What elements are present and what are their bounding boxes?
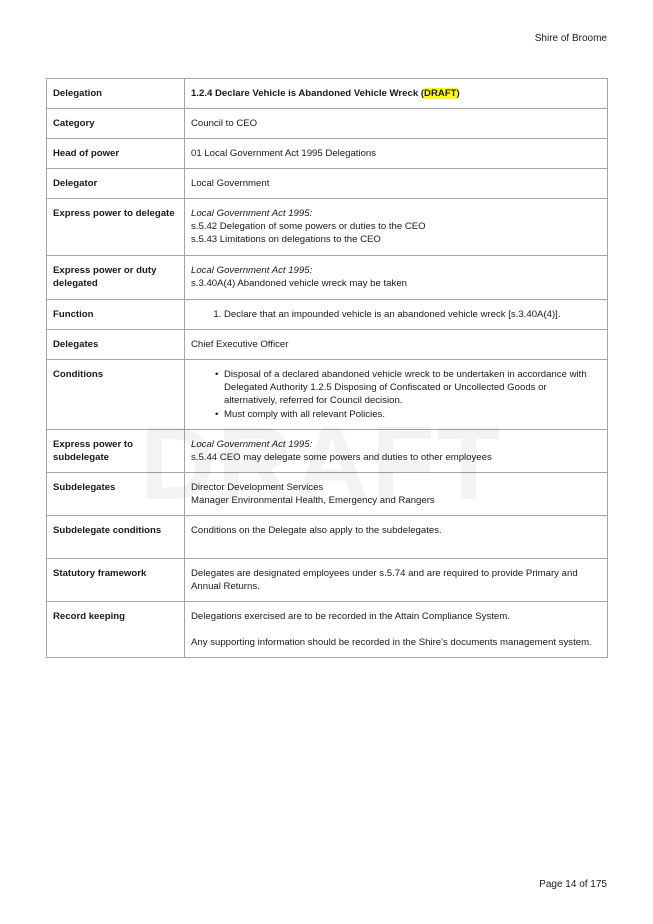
value-statutory-framework: Delegates are designated employees under s.5.74 and are required to provide Primary and Annual Returns. bbox=[191, 568, 578, 593]
section-line: s.5.44 CEO may delegate some powers and duties to other employees bbox=[191, 452, 492, 464]
label-function: Function bbox=[53, 308, 94, 320]
function-item: 1. Declare that an impounded vehicle is an abandoned vehicle wreck [s.3.40A(4)]. bbox=[224, 308, 601, 321]
delegation-title: 1.2.4 Declare Vehicle is Abandoned Vehicle Wreck (DRAFT) bbox=[191, 87, 460, 99]
label-conditions: Conditions bbox=[53, 369, 104, 380]
subdelegate-name: Director Development Services bbox=[191, 482, 324, 493]
row-conditions bbox=[47, 360, 608, 430]
label-express-power-to-delegate: Express power to delegate bbox=[53, 208, 175, 219]
value-subdelegate-conditions: Conditions on the Delegate also apply to the subdelegates. bbox=[191, 525, 442, 536]
row-record-keeping bbox=[47, 602, 608, 658]
value-category: Council to CEO bbox=[191, 117, 258, 129]
page-number: Page 14 of 175 bbox=[539, 879, 607, 890]
draft-highlight: DRAFT bbox=[424, 87, 457, 99]
label-subdelegates: Subdelegates bbox=[53, 482, 116, 493]
condition-item: • Disposal of a declared abandoned vehicle wreck to be undertaken in accordance with Delegated Authority 1.2.5 Disposing of Confiscated or Uncollected Goods or alternatively, referred for Council decision. bbox=[224, 368, 601, 408]
row-express-power-subdelegate bbox=[47, 430, 608, 473]
label-statutory-framework: Statutory framework bbox=[53, 568, 147, 579]
label-delegator: Delegator bbox=[53, 177, 98, 189]
label-express-power-subdelegate: Express power to subdelegate bbox=[53, 439, 133, 464]
label-head-of-power: Head of power bbox=[53, 147, 120, 159]
act-name: Local Government Act 1995: bbox=[191, 439, 313, 450]
row-function bbox=[47, 300, 608, 330]
row-statutory-framework bbox=[47, 559, 608, 602]
delegation-table bbox=[46, 78, 608, 658]
section-line: s.3.40A(4) Abandoned vehicle wreck may be taken bbox=[191, 278, 407, 290]
label-delegates: Delegates bbox=[53, 338, 99, 350]
row-subdelegate-conditions bbox=[47, 516, 608, 559]
section-line: s.5.43 Limitations on delegations to the CEO bbox=[191, 234, 381, 246]
subdelegate-name: Manager Environmental Health, Emergency and Rangers bbox=[191, 495, 435, 507]
value-head-of-power: 01 Local Government Act 1995 Delegations bbox=[191, 147, 377, 159]
label-delegation: Delegation bbox=[53, 87, 103, 99]
value-delegates: Chief Executive Officer bbox=[191, 338, 289, 350]
record-keeping-paragraph: Any supporting information should be recorded in the Shire's documents management system. bbox=[191, 637, 592, 649]
label-category: Category bbox=[53, 117, 95, 129]
function-list bbox=[191, 308, 601, 321]
record-keeping-paragraph: Delegations exercised are to be recorded in the Attain Compliance System. bbox=[191, 611, 510, 622]
row-subdelegates bbox=[47, 473, 608, 516]
section-line: s.5.42 Delegation of some powers or duties to the CEO bbox=[191, 221, 426, 233]
label-record-keeping: Record keeping bbox=[53, 611, 125, 622]
row-category bbox=[47, 109, 608, 139]
act-name: Local Government Act 1995: bbox=[191, 265, 313, 276]
row-express-power-to-delegate bbox=[47, 199, 608, 256]
row-delegator bbox=[47, 169, 608, 199]
row-express-power-delegated bbox=[47, 256, 608, 300]
row-delegation bbox=[47, 79, 608, 109]
condition-item: • Must comply with all relevant Policies. bbox=[224, 408, 601, 421]
label-subdelegate-conditions: Subdelegate conditions bbox=[53, 525, 162, 536]
row-delegates bbox=[47, 330, 608, 360]
conditions-list bbox=[191, 368, 601, 421]
header-organisation: Shire of Broome bbox=[534, 33, 607, 44]
label-express-power-delegated: Express power or duty delegated bbox=[53, 265, 157, 290]
row-head-of-power bbox=[47, 139, 608, 169]
act-name: Local Government Act 1995: bbox=[191, 208, 313, 219]
value-delegator: Local Government bbox=[191, 177, 270, 189]
